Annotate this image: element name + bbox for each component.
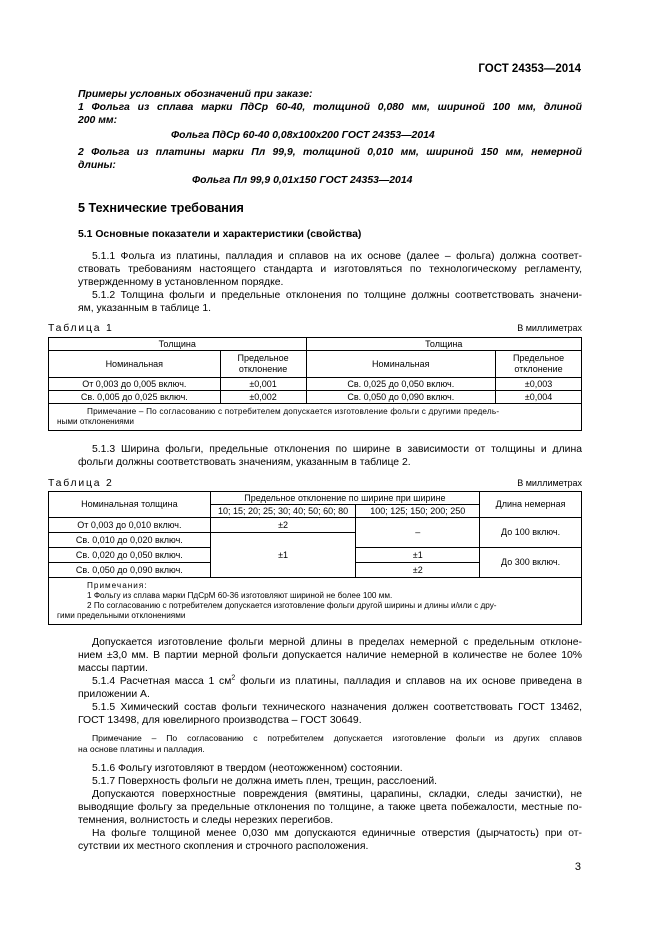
p512-line-2: ям, указанным в таблице 1. [78, 303, 212, 314]
chem-note-line-2: на основе платины и палладия. [78, 744, 205, 754]
p-length-line-2: нием ±3,0 мм. В партии мерной фольги допускается наличие немерной в количестве не более 10% [78, 650, 582, 661]
p514-text-a: 5.1.4 Расчетная масса 1 см [92, 676, 232, 687]
table-row [49, 391, 582, 404]
table-1 [48, 337, 582, 431]
table-2 [48, 491, 582, 625]
table-row [49, 378, 582, 391]
p-length-line-3: массы партии. [78, 663, 148, 674]
table-1-head-deviation: Предельное отклонение [220, 351, 306, 378]
table-2-note-1: 1 Фольгу из сплава марки ПдСрМ 60-36 изготовляют шириной не более 100 мм. [87, 591, 393, 600]
p-holes-line-2: сутствии их местного скопления и строчного расположения. [78, 841, 369, 852]
table-cell: До 300 включ. [480, 548, 582, 578]
table-cell: Св. 0,050 до 0,090 включ. [49, 563, 211, 578]
table-1-group-right: Толщина [306, 338, 581, 351]
table-cell: Св. 0,050 до 0,090 включ. [306, 391, 496, 404]
example-1-line-2: 200 мм: [78, 115, 118, 126]
example-2-line-2: длины: [78, 160, 116, 171]
p-length-line-1: Допускается изготовление фольги мерной длины в пределах немерной с предельным отклоне- [92, 637, 582, 648]
table-2-note-2: 2 По согласованию с потребителем допускается изготовление фольги другой ширины и длины и/или с дру- [87, 601, 497, 610]
p517: 5.1.7 Поверхность фольги не должна иметь плен, трещин, расслоений. [92, 776, 438, 787]
page-number: 3 [574, 861, 581, 873]
example-2-code: Фольга Пл 99,9 0,01x150 ГОСТ 24353—2014 [192, 175, 413, 186]
table-2-head-deviation: Предельное отклонение по ширине при ширине [210, 492, 479, 505]
p515-line-2: ГОСТ 13498, для ювелирного производства – ГОСТ 30649. [78, 715, 362, 726]
p511-line-2: ствовать требованиям настоящего стандарта и изготовляться по технологическому регламенту, [78, 264, 582, 275]
table-2-head-width-2: 100; 125; 150; 200; 250 [356, 505, 480, 518]
table-1-caption: Таблица 1 [48, 323, 114, 334]
p-holes-line-1: На фольге толщиной менее 0,030 мм допускаются единичные отверстия (дырчатость) при от- [92, 828, 582, 839]
section-title: 5 Технические требования [78, 201, 244, 215]
table-cell: Св. 0,025 до 0,050 включ. [306, 378, 496, 391]
p514-superscript: 2 [231, 674, 236, 682]
table-cell: ±1 [356, 548, 480, 563]
table-2-note-3: гими предельными отклонениями [57, 611, 186, 620]
example-1-code: Фольга ПдСр 60-40 0,08x100x200 ГОСТ 24353—2014 [171, 130, 435, 141]
p515-line-1: 5.1.5 Химический состав фольги технического назначения должен соответствовать ГОСТ 13462, [92, 702, 582, 713]
table-cell: Св. 0,020 до 0,050 включ. [49, 548, 211, 563]
p516: 5.1.6 Фольгу изготовляют в твердом (неотожженном) состоянии. [92, 763, 403, 774]
table-cell: ±0,003 [496, 378, 582, 391]
p-surface-line-3: темнения, волнистость и следы нерезких перегибов. [78, 815, 334, 826]
standard-header: ГОСТ 24353—2014 [478, 63, 581, 75]
table-1-head-nominal: Номинальная [306, 351, 496, 378]
table-cell: ±1 [210, 533, 356, 578]
table-2-notes [49, 578, 582, 625]
table-cell: Св. 0,010 до 0,020 включ. [49, 533, 211, 548]
table-1-head-nominal: Номинальная [49, 351, 221, 378]
p-surface-line-1: Допускаются поверхностные повреждения (вмятины, царапины, складки, следы зачистки), не [92, 789, 582, 800]
p513-line-2: фольги должны соответствовать значениям, указанным в таблице 2. [78, 457, 411, 468]
table-cell: – [356, 518, 480, 548]
table-2-head-width-1: 10; 15; 20; 25; 30; 40; 50; 60; 80 [210, 505, 356, 518]
table-cell: ±2 [210, 518, 356, 533]
p-surface-line-2: выводящие фольгу за предельные отклонения по толщине, а также цвета побежалости, местные по- [78, 802, 582, 813]
table-2-caption: Таблица 2 [48, 478, 114, 489]
table-cell: ±0,004 [496, 391, 582, 404]
chem-note-line-1: Примечание – По согласованию с потребителем допускается изготовление фольги из других сплавов [92, 733, 582, 743]
table-cell: От 0,003 до 0,005 включ. [49, 378, 221, 391]
p511-line-1: 5.1.1 Фольга из платины, палладия и сплавов на их основе (далее – фольга) должна соответ- [92, 251, 582, 262]
p512-line-1: 5.1.2 Толщина фольги и предельные отклонения по толщине должны соответствовать значени- [92, 290, 582, 301]
p514-text-b: фольги из платины, палладия и сплавов на их основе приведена в [235, 676, 582, 687]
table-row [49, 518, 582, 533]
table-2-notes-title: Примечания: [87, 581, 148, 590]
p513-line-1: 5.1.3 Ширина фольги, предельные отклонения по ширине в зависимости от толщины и длина [92, 444, 582, 455]
example-1-line-1: 1 Фольга из сплава марки ПдСр 60-40, толщиной 0,080 мм, шириной 100 мм, длиной [78, 102, 582, 113]
table-1-group-left: Толщина [49, 338, 307, 351]
table-1-units: В миллиметрах [517, 323, 582, 333]
p511-line-3: утвержденному в установленном порядке. [78, 277, 284, 288]
p514-line-1 [92, 675, 582, 688]
table-cell: Св. 0,005 до 0,025 включ. [49, 391, 221, 404]
subsection-title: 5.1 Основные показатели и характеристики (свойства) [78, 229, 362, 240]
table-1-note [49, 404, 582, 431]
table-cell: ±0,002 [220, 391, 306, 404]
table-2-units: В миллиметрах [517, 478, 582, 488]
table-cell: До 100 включ. [480, 518, 582, 548]
table-1-note-line-2: ными отклонениями [57, 417, 134, 426]
table-1-head-deviation: Предельное отклонение [496, 351, 582, 378]
table-2-head-length: Длина немерная [480, 492, 582, 518]
table-2-head-thickness: Номинальная толщина [49, 492, 211, 518]
example-2-line-1: 2 Фольга из платины марки Пл 99,9, толщиной 0,010 мм, шириной 150 мм, немерной [78, 147, 582, 158]
table-cell: ±0,001 [220, 378, 306, 391]
table-cell: От 0,003 до 0,010 включ. [49, 518, 211, 533]
table-cell: ±2 [356, 563, 480, 578]
p514-line-2: приложении А. [78, 689, 150, 700]
examples-title: Примеры условных обозначений при заказе: [78, 89, 313, 100]
table-1-note-line-1: Примечание – По согласованию с потребителем допускается изготовление фольги с другими предель- [87, 407, 500, 416]
